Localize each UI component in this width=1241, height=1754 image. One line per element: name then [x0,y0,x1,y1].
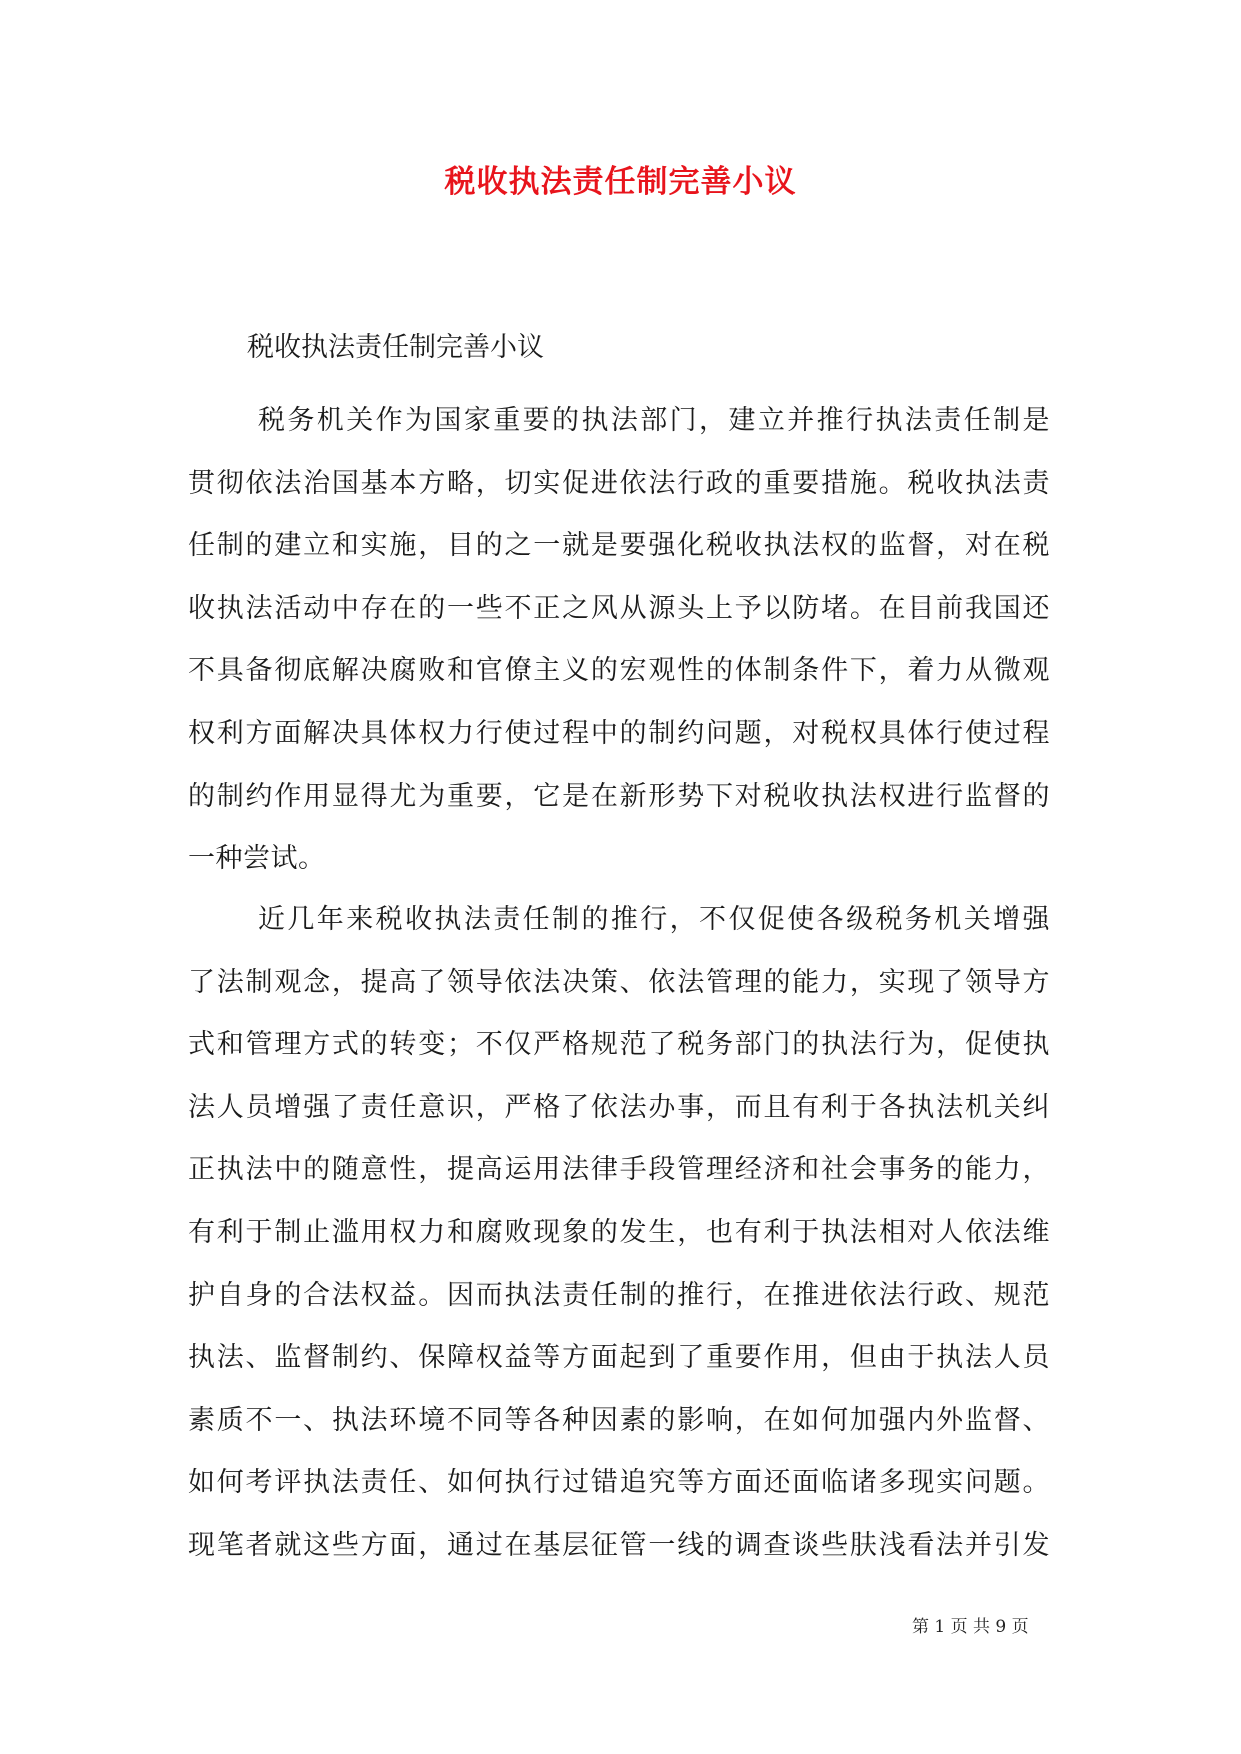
paragraph-line: 税务机关作为国家重要的执法部门，建立并推行执法责任制是 [258,405,1050,436]
paragraph-line: 任制的建立和实施，目的之一就是要强化税收执法权的监督，对在税 [188,530,1050,562]
paragraph-line: 收执法活动中存在的一些不正之风从源头上予以防堵。在目前我国还 [188,592,1050,624]
paragraph-line: 贯彻依法治国基本方略，切实促进依法行政的重要措施。税收执法责 [188,467,1050,499]
paragraph-line: 正执法中的随意性，提高运用法律手段管理经济和社会事务的能力， [188,1154,1050,1186]
paragraph-line: 了法制观念，提高了领导依法决策、依法管理的能力，实现了领导方 [188,966,1050,998]
paragraph-1 [188,390,1050,891]
paragraph-line: 现笔者就这些方面，通过在基层征管一线的调查谈些肤浅看法并引发 [188,1529,1050,1561]
paragraph-line: 近几年来税收执法责任制的推行，不仅促使各级税务机关增强 [258,904,1050,935]
paragraph-line: 法人员增强了责任意识，严格了依法办事，而且有利于各执法机关纠 [188,1091,1050,1123]
paragraph-line: 式和管理方式的转变；不仅严格规范了税务部门的执法行为，促使执 [188,1029,1050,1061]
paragraph-line: 一种尝试。 [188,843,326,875]
paragraph-line: 素质不一、执法环境不同等各种因素的影响，在如何加强内外监督、 [188,1404,1050,1436]
document-title: 税收执法责任制完善小议 [444,164,797,200]
paragraph-line: 如何考评执法责任、如何执行过错追究等方面还面临诸多现实问题。 [188,1467,1050,1499]
document-subtitle: 税收执法责任制完善小议 [247,332,544,363]
paragraph-line: 权利方面解决具体权力行使过程中的制约问题，对税权具体行使过程 [188,717,1050,749]
paragraph-line: 执法、监督制约、保障权益等方面起到了重要作用，但由于执法人员 [188,1342,1050,1374]
paragraph-line: 护自身的合法权益。因而执法责任制的推行，在推进依法行政、规范 [188,1279,1050,1311]
paragraph-line: 的制约作用显得尤为重要，它是在新形势下对税收执法权进行监督的 [188,780,1050,812]
paragraph-2 [188,889,1050,1578]
paragraph-line: 不具备彻底解决腐败和官僚主义的宏观性的体制条件下，着力从微观 [188,655,1050,687]
page-number: 第 1 页 共 9 页 [912,1617,1029,1637]
paragraph-line: 有利于制止滥用权力和腐败现象的发生，也有利于执法相对人依法维 [188,1216,1050,1248]
